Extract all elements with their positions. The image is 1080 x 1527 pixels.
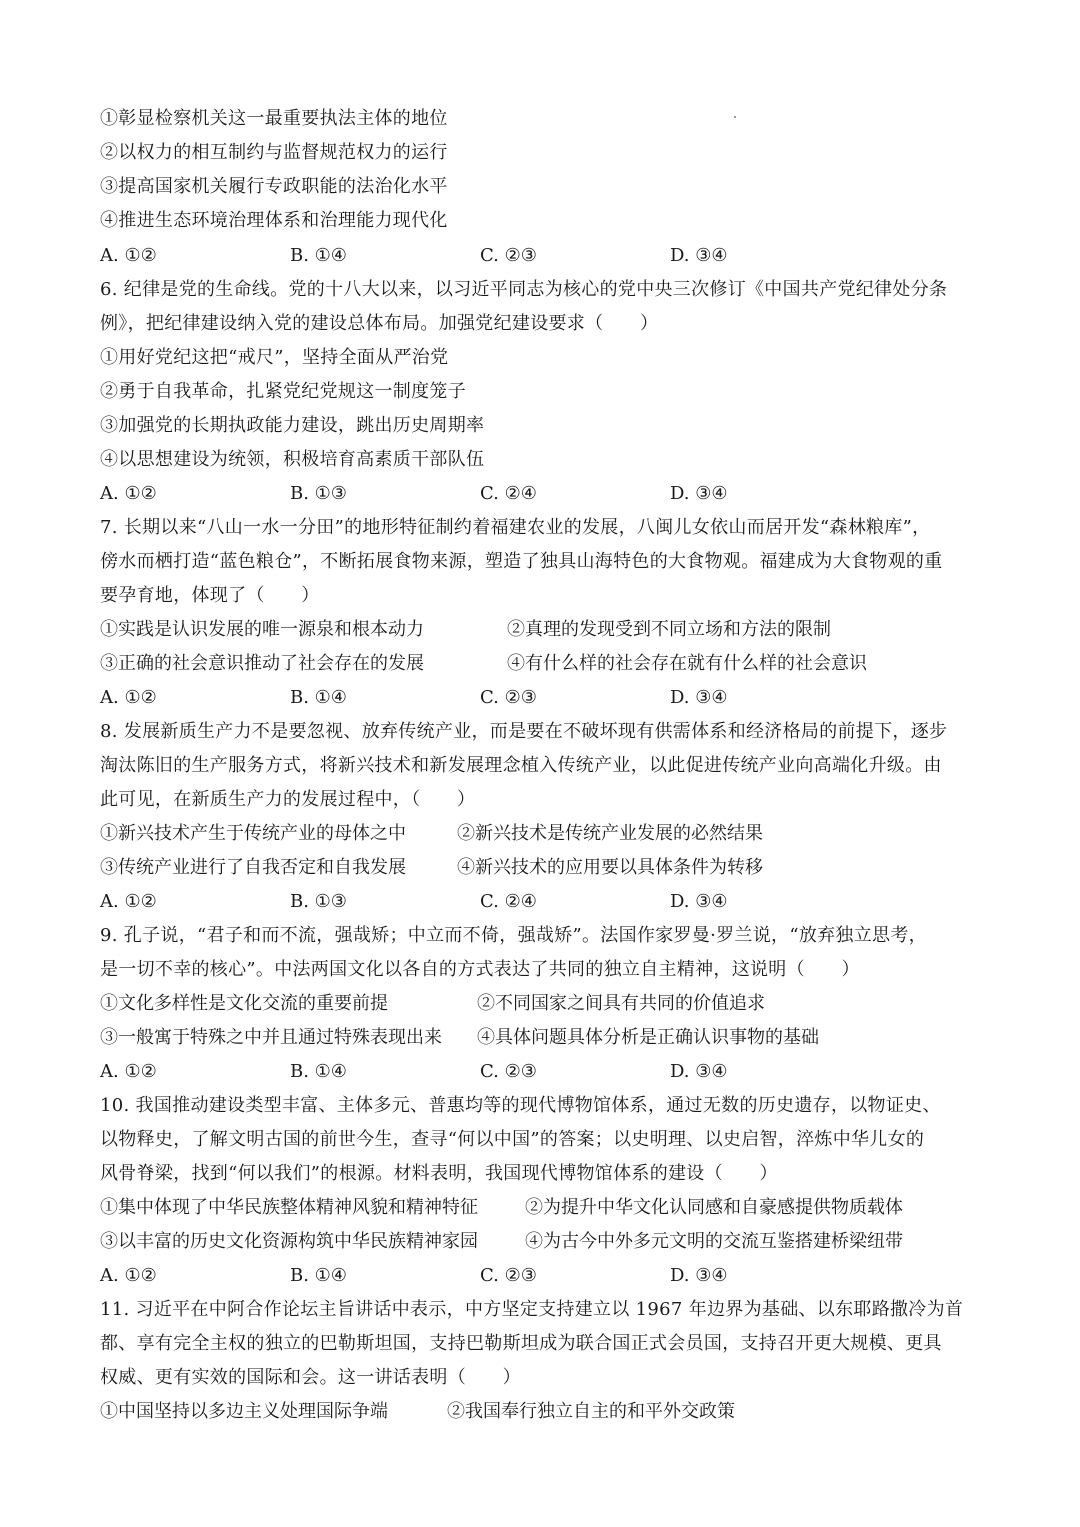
q6-options <box>100 481 980 507</box>
q7-item-2: ②真理的发现受到不同立场和方法的限制 <box>507 619 831 640</box>
q6-item-1: ①用好党纪这把“戒尺”，坚持全面从严治党 <box>100 347 449 368</box>
q8-item-4: ④新兴技术的应用要以具体条件为转移 <box>457 857 763 878</box>
q10-stem-line-1: 10. 我国推动建设类型丰富、主体多元、普惠均等的现代博物馆体系，通过无数的历史遗存，以物证史、 <box>100 1095 941 1116</box>
q11-stem-line-3: 权威、更有实效的国际和会。这一讲话表明（ ） <box>100 1367 521 1388</box>
q5-option-b[interactable]: B. ①④ <box>290 245 347 266</box>
q9-stem-line-1: 9. 孔子说，“君子和而不流，强哉矫；中立而不倚，强哉矫”。法国作家罗曼·罗兰说，“放弃独立思考， <box>100 925 927 946</box>
q8-option-a[interactable]: A. ①② <box>100 891 157 912</box>
q8-item-2: ②新兴技术是传统产业发展的必然结果 <box>457 823 763 844</box>
q9-option-d[interactable]: D. ③④ <box>670 1061 728 1082</box>
q10-option-d[interactable]: D. ③④ <box>670 1265 728 1286</box>
q6-stem-line-1: 6. 纪律是党的生命线。党的十八大以来，以习近平同志为核心的党中央三次修订《中国共产党纪律处分条 <box>100 279 948 300</box>
q6-item-3: ③加强党的长期执政能力建设，跳出历史周期率 <box>100 415 485 436</box>
q5-item-1: ①彰显检察机关这一最重要执法主体的地位 <box>100 108 448 129</box>
q6-stem-line-2: 例》，把纪律建设纳入党的建设总体布局。加强党纪建设要求（ ） <box>100 313 659 334</box>
q9-items-row-1 <box>100 991 980 1017</box>
q7-items-row-1 <box>100 617 980 643</box>
q8-option-d[interactable]: D. ③④ <box>670 891 728 912</box>
q5-options <box>100 243 980 269</box>
q10-items-row-1 <box>100 1195 980 1221</box>
q8-item-1: ①新兴技术产生于传统产业的母体之中 <box>100 823 406 844</box>
q5-item-3: ③提高国家机关履行专政职能的法治化水平 <box>100 176 448 197</box>
q5-item-4: ④推进生态环境治理体系和治理能力现代化 <box>100 210 448 231</box>
q7-stem-line-1: 7. 长期以来“八山一水一分田”的地形特征制约着福建农业的发展，八闽儿女依山而居开发“森林粮库”， <box>100 517 931 538</box>
q11-item-1: ①中国坚持以多边主义处理国际争端 <box>100 1401 388 1422</box>
scan-speck <box>734 116 736 118</box>
q9-item-2: ②不同国家之间具有共同的价值追求 <box>477 993 765 1014</box>
q7-option-a[interactable]: A. ①② <box>100 687 157 708</box>
q7-stem-line-2: 傍水而栖打造“蓝色粮仓”，不断拓展食物来源，塑造了独具山海特色的大食物观。福建成为大食物观的重 <box>100 551 943 572</box>
q5-option-d[interactable]: D. ③④ <box>670 245 728 266</box>
q8-option-b[interactable]: B. ①③ <box>290 891 347 912</box>
q7-item-1: ①实践是认识发展的唯一源泉和根本动力 <box>100 619 424 640</box>
q10-items-row-2 <box>100 1229 980 1255</box>
q9-item-4: ④具体问题具体分析是正确认识事物的基础 <box>477 1027 819 1048</box>
q10-item-1: ①集中体现了中华民族整体精神风貌和精神特征 <box>100 1197 478 1218</box>
q9-option-b[interactable]: B. ①④ <box>290 1061 347 1082</box>
q8-options <box>100 889 980 915</box>
q5-option-a[interactable]: A. ①② <box>100 245 157 266</box>
q5-item-2: ②以权力的相互制约与监督规范权力的运行 <box>100 142 448 163</box>
q8-items-row-2 <box>100 855 980 881</box>
q9-item-3: ③一般寓于特殊之中并且通过特殊表现出来 <box>100 1027 442 1048</box>
q10-stem-line-2: 以物释史，了解文明古国的前世今生，查寻“何以中国”的答案；以史明理、以史启智，淬炼中华儿女的 <box>100 1129 925 1150</box>
q7-option-b[interactable]: B. ①④ <box>290 687 347 708</box>
q11-stem-line-1: 11. 习近平在中阿合作论坛主旨讲话中表示，中方坚定支持建立以 1967 年边界为基础、以东耶路撒冷为首 <box>100 1299 964 1320</box>
q11-stem-line-2: 都、享有完全主权的独立的巴勒斯坦国，支持巴勒斯坦成为联合国正式会员国，支持召开更大规模、更具 <box>100 1333 942 1354</box>
q9-options <box>100 1059 980 1085</box>
q10-option-a[interactable]: A. ①② <box>100 1265 157 1286</box>
q8-item-3: ③传统产业进行了自我否定和自我发展 <box>100 857 406 878</box>
q7-option-c[interactable]: C. ②③ <box>480 687 537 708</box>
q8-items-row-1 <box>100 821 980 847</box>
q6-option-b[interactable]: B. ①③ <box>290 483 347 504</box>
q10-option-c[interactable]: C. ②③ <box>480 1265 537 1286</box>
q7-item-3: ③正确的社会意识推动了社会存在的发展 <box>100 653 424 674</box>
q10-item-2: ②为提升中华文化认同感和自豪感提供物质载体 <box>525 1197 903 1218</box>
q6-option-c[interactable]: C. ②④ <box>480 483 537 504</box>
q7-items-row-2 <box>100 651 980 677</box>
q9-item-1: ①文化多样性是文化交流的重要前提 <box>100 993 388 1014</box>
q9-option-c[interactable]: C. ②③ <box>480 1061 537 1082</box>
q8-stem-line-2: 淘汰陈旧的生产服务方式，将新兴技术和新发展理念植入传统产业，以此促进传统产业向高端化升级。由 <box>100 755 942 776</box>
q7-option-d[interactable]: D. ③④ <box>670 687 728 708</box>
q8-stem-line-3: 此可见，在新质生产力的发展过程中，（ ） <box>100 789 476 810</box>
q10-item-3: ③以丰富的历史文化资源构筑中华民族精神家园 <box>100 1231 478 1252</box>
q6-option-d[interactable]: D. ③④ <box>670 483 728 504</box>
q10-item-4: ④为古今中外多元文明的交流互鉴搭建桥梁纽带 <box>525 1231 903 1252</box>
q7-stem-line-3: 要孕育地，体现了（ ） <box>100 585 320 606</box>
q7-options <box>100 685 980 711</box>
q10-options <box>100 1263 980 1289</box>
q8-option-c[interactable]: C. ②④ <box>480 891 537 912</box>
q5-option-c[interactable]: C. ②③ <box>480 245 537 266</box>
q9-option-a[interactable]: A. ①② <box>100 1061 157 1082</box>
q10-stem-line-3: 风骨脊梁，找到“何以我们”的根源。材料表明，我国现代博物馆体系的建设（ ） <box>100 1163 778 1184</box>
q10-option-b[interactable]: B. ①④ <box>290 1265 347 1286</box>
q6-item-4: ④以思想建设为统领，积极培育高素质干部队伍 <box>100 449 485 470</box>
q11-item-2: ②我国奉行独立自主的和平外交政策 <box>447 1401 735 1422</box>
q11-items-row-1 <box>100 1399 980 1425</box>
q8-stem-line-1: 8. 发展新质生产力不是要忽视、放弃传统产业，而是要在不破坏现有供需体系和经济格局的前提下，逐步 <box>100 721 948 742</box>
q6-item-2: ②勇于自我革命，扎紧党纪党规这一制度笼子 <box>100 381 466 402</box>
q9-stem-line-2: 是一切不幸的核心”。中法两国文化以各自的方式表达了共同的独立自主精神，这说明（ ） <box>100 959 860 980</box>
q7-item-4: ④有什么样的社会存在就有什么样的社会意识 <box>507 653 867 674</box>
q6-option-a[interactable]: A. ①② <box>100 483 157 504</box>
q9-items-row-2 <box>100 1025 980 1051</box>
